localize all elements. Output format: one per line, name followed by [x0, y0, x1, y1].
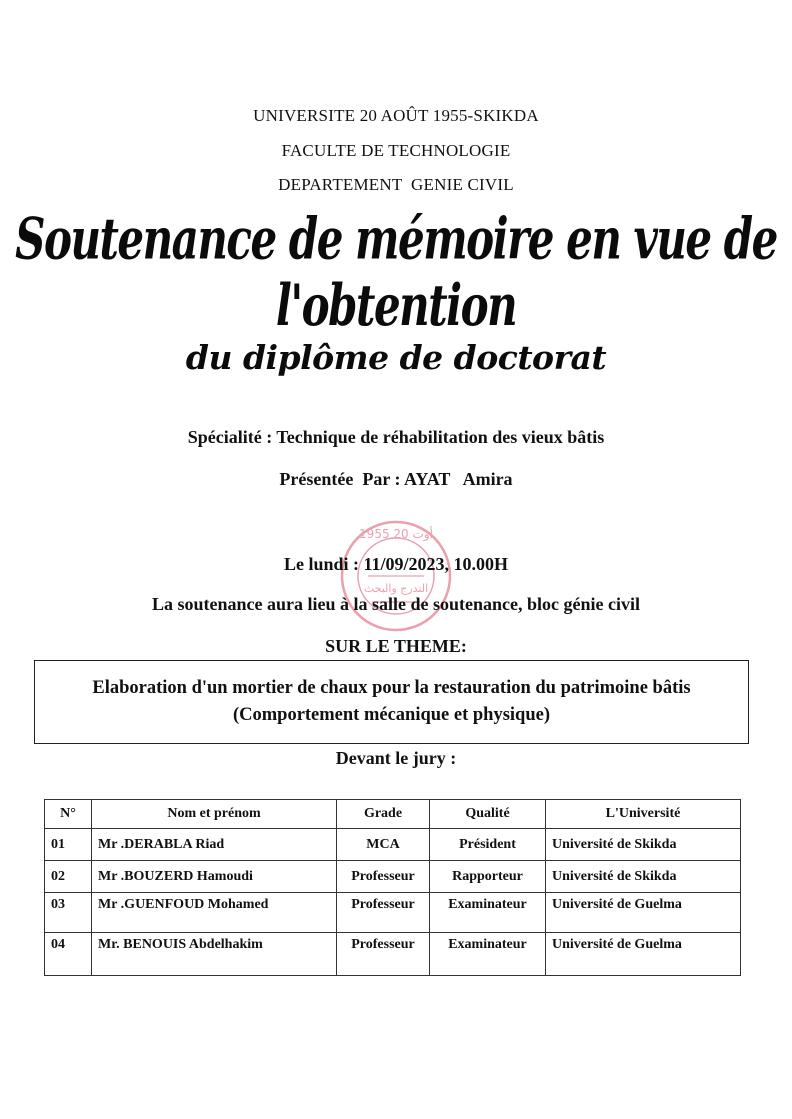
- cell-name: Mr. BENOUIS Abdelhakim: [92, 933, 337, 976]
- cell-grade: Professeur: [337, 933, 430, 976]
- theme-heading: SUR LE THEME:: [325, 636, 467, 656]
- department-name: DEPARTEMENT GENIE CIVIL: [278, 175, 514, 194]
- cell-number: 02: [45, 861, 92, 893]
- jury-table-header: [45, 800, 741, 829]
- cell-university: Université de Guelma: [546, 893, 741, 933]
- cell-number: 01: [45, 829, 92, 861]
- jury-table: [44, 799, 741, 976]
- cell-grade: Professeur: [337, 893, 430, 933]
- jury-heading: Devant le jury :: [335, 748, 457, 768]
- cell-name: Mr .BOUZERD Hamoudi: [92, 861, 337, 893]
- cell-number: 03: [45, 893, 92, 933]
- cell-role: Examinateur: [430, 893, 546, 933]
- table-row: [45, 861, 741, 893]
- faculty-name: FACULTE DE TECHNOLOGIE: [281, 141, 511, 160]
- cell-role: Président: [430, 829, 546, 861]
- cell-role: Rapporteur: [430, 861, 546, 893]
- title-line-1: Soutenance de mémoire en vue de l'obtention: [15, 206, 777, 339]
- table-row: [45, 829, 741, 861]
- stamp-text-top: 1955 أوت 20: [359, 527, 433, 541]
- cell-university: Université de Guelma: [546, 933, 741, 976]
- speciality-line: Spécialité : Technique de réhabilitation des vieux bâtis: [187, 427, 605, 447]
- col-header-grade: Grade: [337, 800, 430, 829]
- col-header-number: N°: [45, 800, 92, 829]
- col-header-role: Qualité: [430, 800, 546, 829]
- col-header-university: L'Université: [546, 800, 741, 829]
- theme-box: [34, 660, 749, 744]
- theme-line-1: Elaboration d'un mortier de chaux pour la restauration du patrimoine bâtis: [92, 678, 691, 699]
- venue-line: La soutenance aura lieu à la salle de soutenance, bloc génie civil: [152, 594, 640, 614]
- cell-role: Examinateur: [430, 933, 546, 976]
- cell-grade: MCA: [337, 829, 430, 861]
- university-stamp: [338, 518, 454, 634]
- cell-number: 04: [45, 933, 92, 976]
- theme-line-2: (Comportement mécanique et physique): [232, 705, 551, 725]
- title-line-2: du diplôme de doctorat: [185, 338, 607, 377]
- table-row: [45, 933, 741, 976]
- stamp-text-middle: التدرج والبحث: [363, 582, 429, 595]
- cell-grade: Professeur: [337, 861, 430, 893]
- cell-name: Mr .GUENFOUD Mohamed: [92, 893, 337, 933]
- col-header-name: Nom et prénom: [92, 800, 337, 829]
- presenter-line: Présentée Par : AYAT Amira: [279, 469, 513, 489]
- cell-university: Université de Skikda: [546, 829, 741, 861]
- cell-name: Mr .DERABLA Riad: [92, 829, 337, 861]
- university-name: UNIVERSITE 20 AOÛT 1955-SKIKDA: [253, 106, 539, 125]
- cell-university: Université de Skikda: [546, 861, 741, 893]
- date-line: Le lundi : 11/09/2023, 10.00H: [283, 554, 509, 574]
- table-row: [45, 893, 741, 933]
